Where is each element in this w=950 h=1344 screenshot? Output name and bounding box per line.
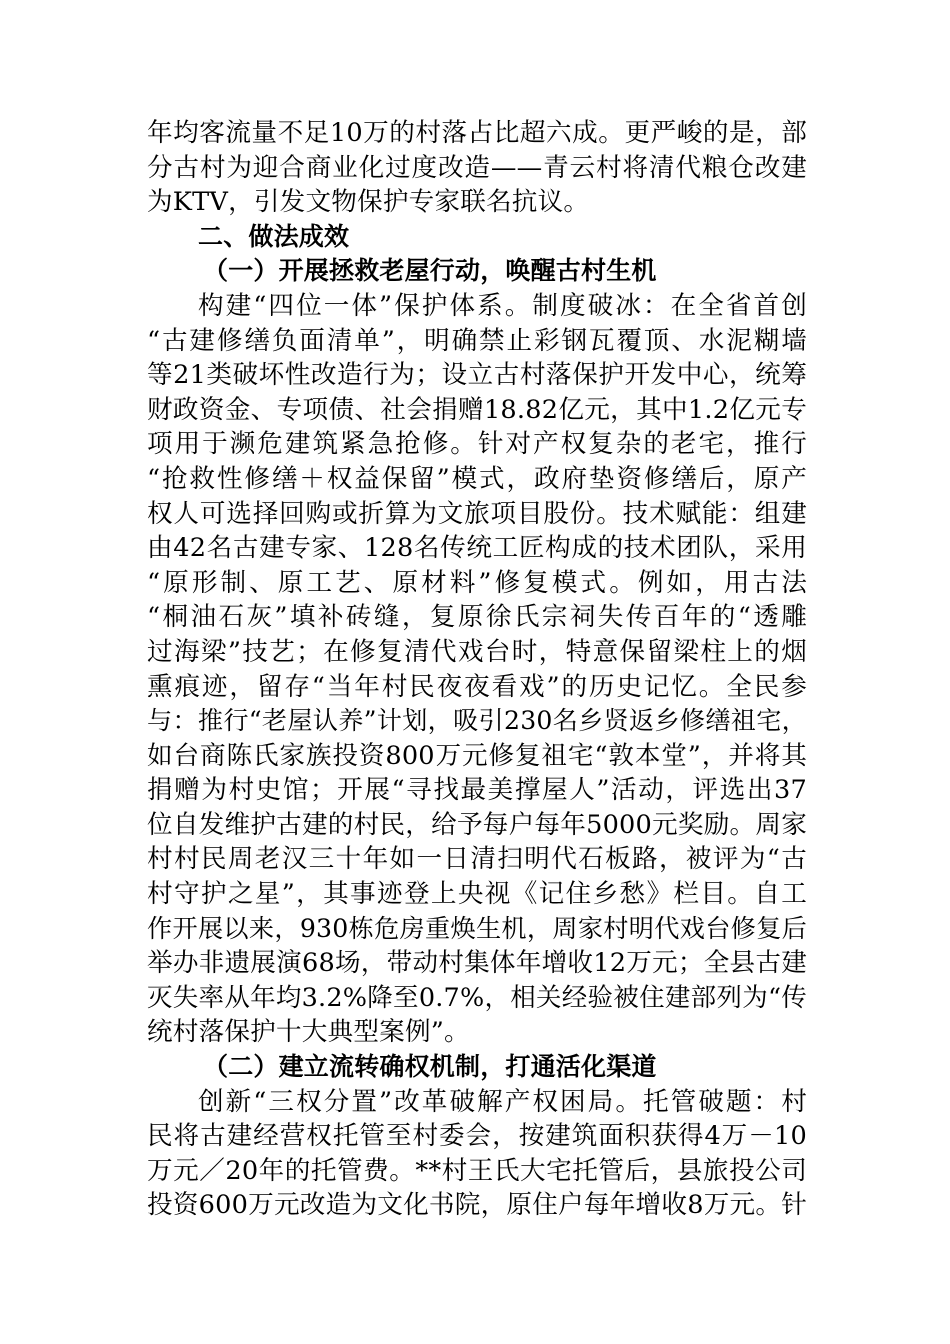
body-line: 权人可选择回购或折算为文旅项目股份。技术赋能：组建 (147, 498, 807, 529)
body-line: 项用于濒危建筑紧急抢修。针对产权复杂的老宅，推行 (147, 429, 807, 460)
body-line: 作开展以来，930栋危房重焕生机，周家村明代戏台修复后 (147, 913, 807, 943)
body-line: 如台商陈氏家族投资800万元修复祖宅“敦本堂”，并将其 (147, 740, 807, 771)
body-line: 位自发维护古建的村民，给予每户每年5000元奖励。周家 (147, 809, 807, 840)
body-line-first: 构建“四位一体”保护体系。制度破冰：在全省首创 (198, 290, 807, 321)
body-line: 过海梁”技艺；在修复清代戏台时，特意保留梁柱上的烟 (147, 636, 807, 667)
body-line: 熏痕迹，留存“当年村民夜夜看戏”的历史记忆。全民参 (147, 671, 807, 702)
body-line: 统村落保护十大典型案例”。 (147, 1017, 470, 1048)
body-line: 捐赠为村史馆；开展“寻找最美撑屋人”活动，评选出37 (147, 775, 807, 806)
body-line: “抢救性修缮＋权益保留”模式，政府垫资修缮后，原产 (147, 463, 807, 494)
body-line: 举办非遗展演68场，带动村集体年增收12万元；全县古建 (147, 948, 807, 979)
subsection-heading-2: （二）建立流转确权机制，打通活化渠道 (203, 1052, 657, 1082)
subsection-1-paragraph (147, 289, 807, 1050)
document-body (147, 116, 807, 1223)
body-line: 财政资金、专项债、社会捐赠18.82亿元，其中1.2亿元专 (147, 394, 807, 425)
subsection-2-paragraph (147, 1085, 807, 1223)
body-line: 年均客流量不足10万的村落占比超六成。更严峻的是，部 (147, 118, 807, 148)
body-line: 投资600万元改造为文化书院，原住户每年增收8万元。针 (147, 1190, 807, 1221)
body-line: “原形制、原工艺、原材料”修复模式。例如，用古法 (147, 567, 807, 598)
body-line: 村守护之星”，其事迹登上央视《记住乡愁》栏目。自工 (147, 879, 807, 910)
body-line: 灭失率从年均3.2%降至0.7%，相关经验被住建部列为“传 (147, 982, 807, 1013)
body-line: 由42名古建专家、128名传统工匠构成的技术团队，采用 (147, 533, 807, 564)
body-line: 村村民周老汉三十年如一日清扫明代石板路，被评为“古 (147, 844, 807, 875)
body-line: 分古村为迎合商业化过度改造——青云村将清代粮仓改建 (147, 152, 807, 183)
body-line: 与：推行“老屋认养”计划，吸引230名乡贤返乡修缮祖宅， (147, 706, 807, 736)
body-line: 万元／20年的托管费。**村王氏大宅托管后，县旅投公司 (147, 1155, 807, 1186)
section-heading: 二、做法成效 (198, 221, 350, 251)
body-line: 民将古建经营权托管至村委会，按建筑面积获得4万－10 (147, 1121, 807, 1152)
body-line: 等21类破坏性改造行为；设立古村落保护开发中心，统筹 (147, 360, 807, 391)
body-line: 为KTV，引发文物保护专家联名抗议。 (147, 187, 590, 218)
intro-paragraph-end (147, 116, 807, 220)
body-line-first: 创新“三权分置”改革破解产权困局。托管破题：村 (198, 1086, 807, 1117)
body-line: “桐油石灰”填补砖缝，复原徐氏宗祠失传百年的“透雕 (147, 602, 807, 633)
body-line: “古建修缮负面清单”，明确禁止彩钢瓦覆顶、水泥糊墙 (147, 325, 807, 356)
subsection-heading-1: （一）开展拯救老屋行动，唤醒古村生机 (203, 256, 657, 286)
